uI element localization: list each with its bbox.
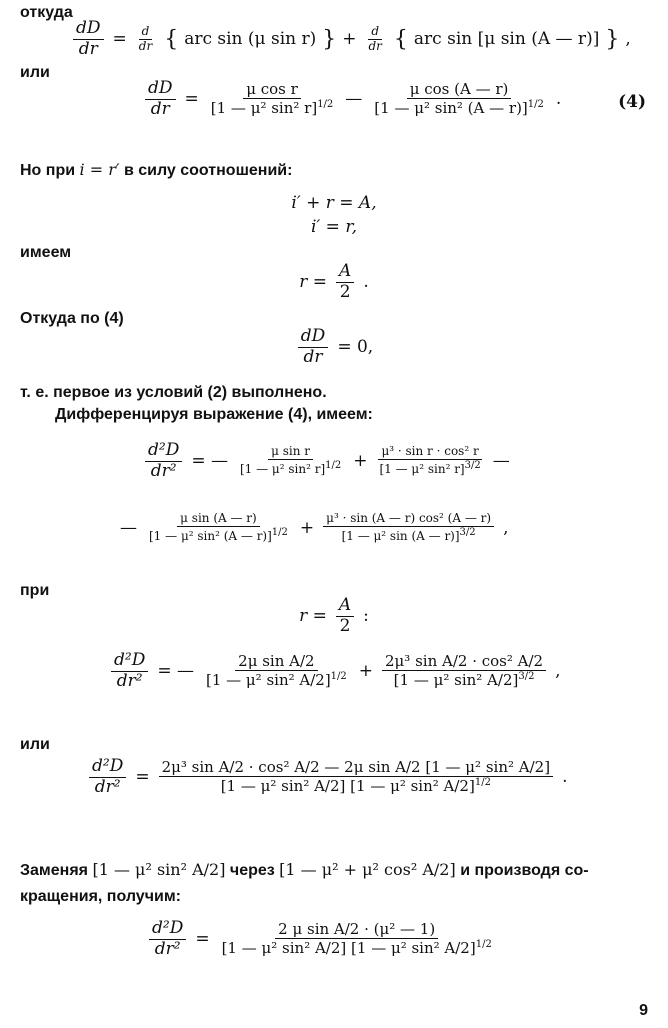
text-ie: т. е. первое из условий (2) выполнено. [20, 384, 327, 401]
relation-2: i′ = r, [310, 217, 357, 237]
equation-number-4: (4) [618, 92, 646, 112]
eq1-lhs-den: dr [78, 38, 98, 59]
page-number: 9 [639, 1002, 648, 1019]
eq1-dr2: dr [368, 38, 382, 53]
eq1-d2: d [368, 25, 382, 40]
replace-b: [1 — μ² + μ² cos² A/2] [279, 860, 456, 879]
replace-a: [1 — μ² sin² A/2] [92, 860, 226, 879]
text-reductions: кращения, получим: [20, 888, 181, 905]
text-or-2: или [20, 736, 50, 753]
eq4-den1: [1 — μ² sin² r] [210, 99, 318, 118]
eq1-term2: arc sin [μ sin (A — r)] [413, 29, 600, 50]
eq4-num1: μ cos r [243, 81, 301, 99]
equation-at-r: r = $\frac{A}{2}$ : [299, 595, 369, 636]
text-at: при [20, 582, 50, 599]
text-replacing: Заменяя [1 — μ² sin² A/2] через [1 — μ² + μ² cos² A/2] и производя со- [20, 860, 589, 879]
eq4-num2: μ cos (A — r) [407, 81, 512, 99]
text-differentiating: Дифференцируя выражение (4), имеем: [55, 406, 373, 423]
text-we-have: имеем [20, 244, 72, 261]
eq4-den2: [1 — μ² sin² (A — r)] [374, 99, 528, 118]
eq1-dr1: dr [138, 38, 153, 53]
equation-second-derivative-2: — $\frac{\text{μ sin (A — r)}}{[1 — \mu^2 \sin^2 (A — r)]^{1/2}}$ + $\frac{\text{μ³ · sin (A — r) cos² (A — r)}}{[1 — \mu^2 \sin (A — r)]^{3/2}}$ , [120, 511, 509, 543]
text-or-1: или [20, 64, 50, 81]
eq4-exp1: 1/2 [317, 99, 334, 111]
equation-r-half-A: r = $\frac{A}{2}$ . [299, 261, 369, 302]
relation-1: i′ + r = A, [291, 193, 377, 213]
equation-zero: $\frac{dD}{dr}$ = 0, [0, 326, 668, 367]
text-whence: откуда [20, 4, 73, 21]
eq1-lhs-num: dD [73, 19, 104, 40]
equation-derivative: $\frac{dD}{dr}$ = $\frac{d}{dr}$ { arc sin (μ sin r) } + $\frac{d}{dr}$ { arc sin [μ sin (A — r)] } , [70, 18, 668, 59]
equation-second-derivative-1: $\frac{\text{d²D}}{\text{dr²}}$ = — $\frac{\text{μ sin r}}{[1 — \mu^2 \sin^2 r]^{1/2}}$ + $\frac{\text{μ³ · sin r · cos² r}}{[1 — \mu^2 \sin^2 r]^{3/2}}$ — [142, 440, 668, 481]
condition: i = r′ [79, 160, 120, 179]
equation-third: $\frac{\text{d²D}}{\text{dr²}}$ = — $\frac{\text{2μ sin A/2}}{[1 — \mu^2 \sin^2 A/2]^{1/2}}$ + $\frac{\text{2μ³ sin A/2 · cos² A/2}}{[1 — \mu^2 \sin^2 A/2]^{3/2}}$ , [108, 650, 668, 691]
eq1-d1: d [139, 25, 153, 40]
eq1-term1: arc sin (μ sin r) [184, 29, 317, 50]
text-whence-by-4: Откуда по (4) [20, 310, 124, 327]
text-but-when: Но при i = r′ в силу соотношений: [20, 160, 293, 179]
equation-final: $\frac{\text{d²D}}{\text{dr²}}$ = $\frac{\text{2 μ sin A/2 · (μ² — 1)}}{[1 — \mu^2 \sin^2 A/2] [1 — \mu^2 \sin^2 A/2]^{1/2}}$ [146, 918, 668, 959]
equation-fourth: $\frac{\text{d²D}}{\text{dr²}}$ = $\frac{\text{2μ³ sin A/2 · cos² A/2 — 2μ sin A/2 [1 — μ² sin² A/2]}}{[1 — \mu^2 \sin^2 A/2] [1 — \mu^2 \sin^2 A/2]^{1/2}}$ . [86, 756, 668, 797]
eq4-exp2: 1/2 [527, 99, 544, 111]
equation-4: $\frac{dD}{dr}$ = $\frac{\text{μ cos r}}{[1 — \mu^2 \sin^2 r]^{1/2}}$ — $\frac{\text{μ cos (A — r)}}{[1 — \mu^2 \sin^2 (A — r)]^{1/2}}$ . [142, 78, 668, 119]
